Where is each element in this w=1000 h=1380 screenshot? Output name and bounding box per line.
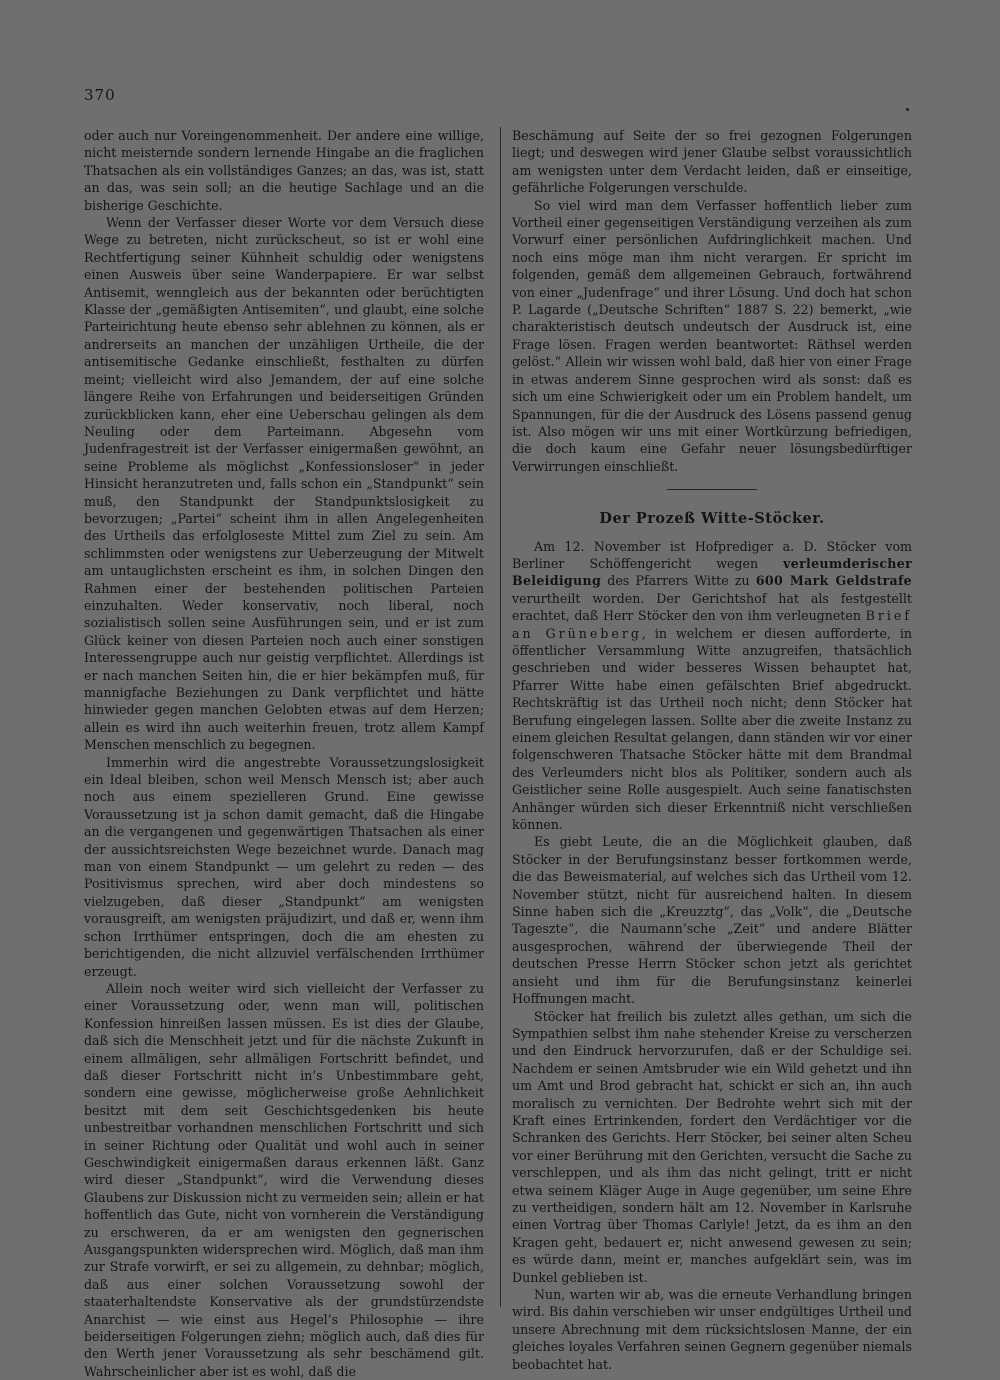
paragraph: So viel wird man dem Verfasser hoffentlich lieber zum Vortheil einer gegenseitigen Verständigung verzeihen als zum Vorwurf einer persönlichen Aufdringlichkeit machen. Und noch eins möge man ihm nicht verargen. Er spricht im folgenden, gemäß dem allgemeinen Gebrauch, fortwährend von einer „Judenfrage“ und ihrer Lösung. Und doch hat schon P. Lagarde („Deutsche Schriften“ 1887 S. 22) bemerkt, „wie charakteristisch deutsch undeutsch der Ausdruck ist, eine Frage lösen. Fragen werden beantwortet: Räthsel werden gelöst.“ Allein wir wissen wohl bald, daß hier von einer Frage in etwas anderem Sinne gesprochen wird als sonst: daß es sich um eine Schwierigkeit oder um ein Problem handelt, um Spannungen, für die der Ausdruck des Lösens passend genug ist. Also mögen wir uns mit einer Wortkürzung befriedigen, die doch kaum eine Gefahr neuer lösungsbedürftiger Verwirrungen einschließt. xyxy=(512,197,912,474)
paragraph: Immerhin wird die angestrebte Voraussetzungslosigkeit ein Ideal bleiben, schon weil Mensch Mensch ist; aber auch noch aus einem spezielleren Grund. Eine gewisse Voraussetzung ist ja schon damit gemacht, daß die Hingabe an die vergangenen und gegenwärtigen Thatsachen als einer der aussichtsreichsten Wege bezeichnet wurde. Danach mag man von einem Standpunkt — um gelehrt zu reden — des Positivismus sprechen, wird aber doch mindestens so vielzugeben, daß dieser „Standpunkt“ am wenigsten vorausgreift, am wenigsten präjudizirt, und daß er, wenn ihm schon Irrthümer entspringen, doch die am ehesten zu berichtigenden, die nicht allzuviel verfälschenden Irrthümer erzeugt. xyxy=(84,754,484,979)
paragraph: Es giebt Leute, die an die Möglichkeit glauben, daß Stöcker in der Berufungsinstanz besser fortkommen werde, die das Beweismaterial, auf welches sich das Urtheil vom 12. November stützt, nicht für ausreichend halten. In diesem Sinne haben sich die „Kreuzztg“, das „Volk“, die „Deutsche Tageszte“, die Naumann’sche „Zeit“ und andere Blätter ausgesprochen, während der überwiegende Theil der deutschen Presse Herrn Stöcker schon jetzt als gerichtet ansieht und ihm für die Berufungsinstanz keinerlei Hoffnungen macht. xyxy=(512,834,912,1007)
left-column xyxy=(84,127,484,1380)
emphasis-text: verleumderischer Beleidigung xyxy=(512,555,912,589)
paragraph: Wenn der Verfasser dieser Worte vor dem Versuch diese Wege zu betreten, nicht zurückscheut, so ist er wohl eine Rechtfertigung seiner Kühnheit schuldig oder wenigstens einen Ausweis über seine Wanderpapiere. Er war selbst Antisemit, wenngleich aus der bekannten oder berüchtigten Klasse der „gemäßigten Antisemiten“, und glaubt, eine solche Parteirichtung heute ebenso sehr ablehnen zu können, als er andrerseits an manchen der unzähligen Urtheile, die der antisemitische Gedanke einschließt, festhalten zu dürfen meint; vielleicht wird also Jemandem, der auf eine solche längere Reihe von Erfahrungen und beiderseitigen Gründen zurückblicken kann, eher eine Ueberschau gelingen als dem Neuling oder dem Parteimann. Abgesehn vom Judenfragestreit ist der Verfasser einigermaßen gewöhnt, an seine Probleme als möglichst „Konfessionsloser“ in jeder Hinsicht heranzutreten und, falls schon ein „Standpunkt“ sein muß, den Standpunkt der Standpunktslosigkeit zu bevorzugen; „Partei“ scheint ihm in allen Angelegenheiten des Urtheils das erfolgloseste Mittel zum Ziel zu sein. Am schlimmsten oder wenigstens zur Ueberzeugung der Mitwelt am untauglichsten erscheint es ihm, in solchen Dingen den Rahmen einer der bestehenden politischen Parteien einzuhalten. Weder konservativ, noch liberal, noch sozialistisch sollen seine Ausführungen sein, und er ist zum Glück keiner von diesen Parteien noch auch einer sonstigen Interessengruppe auch nur geistig verpflichtet. Allerdings ist er nach manchen Seiten hin, die er hier bekämpfen muß, für mannigfache Beziehungen zu Dank verpflichtet und hätte hinwieder gegen manchen Gelobten etwas auf dem Herzen; allein es wird ihn auch weiterhin freuen, trotz allem Kampf Menschen menschlich zu begegnen. xyxy=(84,215,484,753)
paragraph: Nun, warten wir ab, was die erneute Verhandlung bringen wird. Bis dahin verschieben wir unser endgültiges Urtheil und unsere Abrechnung mit dem rücksichtslosen Manne, der ein gleiches loyales Verfahren seinen Gegnern gegenüber niemals beobachtet hat. xyxy=(512,1287,912,1372)
text-run: Am 12. November ist Hofprediger a. D. Stöcker vom Berliner Schöffengericht wegen xyxy=(512,538,912,571)
text-run: verurtheilt worden. Der Gerichtshof hat als festgestellt erachtet, daß Herr Stöcker den von ihm verleugneten xyxy=(512,590,912,624)
emphasis-text: 600 Mark Geldstrafe xyxy=(755,573,912,589)
spaced-text: Brief an Grüneberg xyxy=(512,608,912,641)
text-run: , in welchem er diesen aufforderte, in öffentlicher Versammlung Witte anzugreifen, thatsächlich geschrieben und wider besseres Wissen behauptet hat, Pfarrer Witte habe einen gefälschten Brief abgedruckt. Rechtskräftig ist das Urtheil noch nicht; denn Stöcker hat Berufung eingelegen lassen. Sollte aber die zweite Instanz zu einem gleichen Resultat gelangen, dann ständen wir vor einer folgenschweren Thatsache Stöcker hätte mit dem Brandmal des Verleumders nicht blos als Politiker, sondern auch als Geistlicher seine Rolle ausgespielt. Auch seine fanatischsten Anhänger würden sich dieser Erkenntniß nicht verschließen können. xyxy=(512,625,912,833)
section-divider xyxy=(667,489,757,490)
section-heading: Der Prozeß Witte-Stöcker. xyxy=(599,510,825,528)
text-run: des Pfarrers Witte zu xyxy=(601,573,756,589)
paragraph: Beschämung auf Seite der so frei gezognen Folgerungen liegt; und deswegen wird jener Glaube selbst voraussichtlich am wenigsten unter dem Verdacht leiden, daß er einseitige, gefährliche Folgerungen verschulde. xyxy=(512,128,912,196)
paragraph: Stöcker hat freilich bis zuletzt alles gethan, um sich die Sympathien selbst ihm nahe stehender Kreise zu verscherzen und den Eindruck hervorzurufen, daß er der Schuldige sei. Nachdem er seinen Amtsbruder wie ein Wild gehetzt und ihn um Amt und Brod gebracht hat, schickt er sich an, ihn auch moralisch zu vernichten. Der Bedrohte wehrt sich mit der Kraft eines Ertrinkenden, fordert den Verdächtiger vor die Schranken des Gerichts. Herr Stöcker, bei seiner alten Scheu vor einer Berührung mit den Gerichten, versucht die Sache zu verschleppen, und als ihm das nicht gelingt, tritt er nicht etwa seinem Kläger Auge in Auge gegenüber, um seine Ehre zu vertheidigen, sondern hält am 12. November in Karlsruhe einen Vortrag über Thomas Carlyle! Jetzt, da es ihm an den Kragen geht, bedauert er, nicht anwesend gewesen zu sein; es würde dann, meint er, manches aufgeklärt sein, was im Dunkel geblieben ist. xyxy=(512,1008,912,1285)
scan-speck xyxy=(906,108,909,111)
paragraph: oder auch nur Voreingenommenheit. Der andere eine willige, nicht meisternde sondern lernende Hingabe an die fraglichen Thatsachen als ein vollständiges Ganzes; an das, was ist, statt an das, was sein soll; an die heutige Sachlage und an die bisherige Geschichte. xyxy=(84,128,484,213)
column-divider xyxy=(500,127,501,1307)
paragraph: Allein noch weiter wird sich vielleicht der Verfasser zu einer Voraussetzung oder, wenn man will, politischen Konfession hinreißen lassen müssen. Es ist dies der Glaube, daß sich die Menschheit jetzt und für die nächste Zukunft in einem allmäligen, sehr allmäligen Fortschritt befindet, und daß dieser Fortschritt nicht in’s Unbestimmbare geht, sondern eine gewisse, möglicherweise große Aehnlichkeit besitzt mit dem seit Geschichtsgedenken bis heute unbestreitbar vorhandnen menschlichen Fortschritt und sich in seiner Richtung oder Qualität und wohl auch in seiner Geschwindigkeit einigermaßen daraus erkennen läßt. Ganz wird dieser „Standpunkt“, wird die Verwendung dieses Glaubens zur Diskussion nicht zu vermeiden sein; allein er hat hoffentlich das Gute, nicht von vornherein die Verständigung zu erschweren, da er am wenigsten den gegnerischen Ausgangspunkten widersprechen wird. Möglich, daß man ihm zur Strafe vorwirft, er sei zu allgemein, zu dehnbar; möglich, daß aus einer solchen Voraussetzung sowohl der staaterhaltendste Konservative als der grundstürzendste Anarchist — wie einst aus Hegel’s Philosophie — ihre beiderseitigen Folgerungen ziehn; möglich auch, daß dies für den Werth jener Voraussetzung als sehr beschämend gilt. Wahrscheinlicher aber ist es wohl, daß die xyxy=(84,980,484,1379)
paragraph xyxy=(512,538,912,834)
right-column xyxy=(512,127,912,1373)
page-number: 370 xyxy=(84,86,116,104)
